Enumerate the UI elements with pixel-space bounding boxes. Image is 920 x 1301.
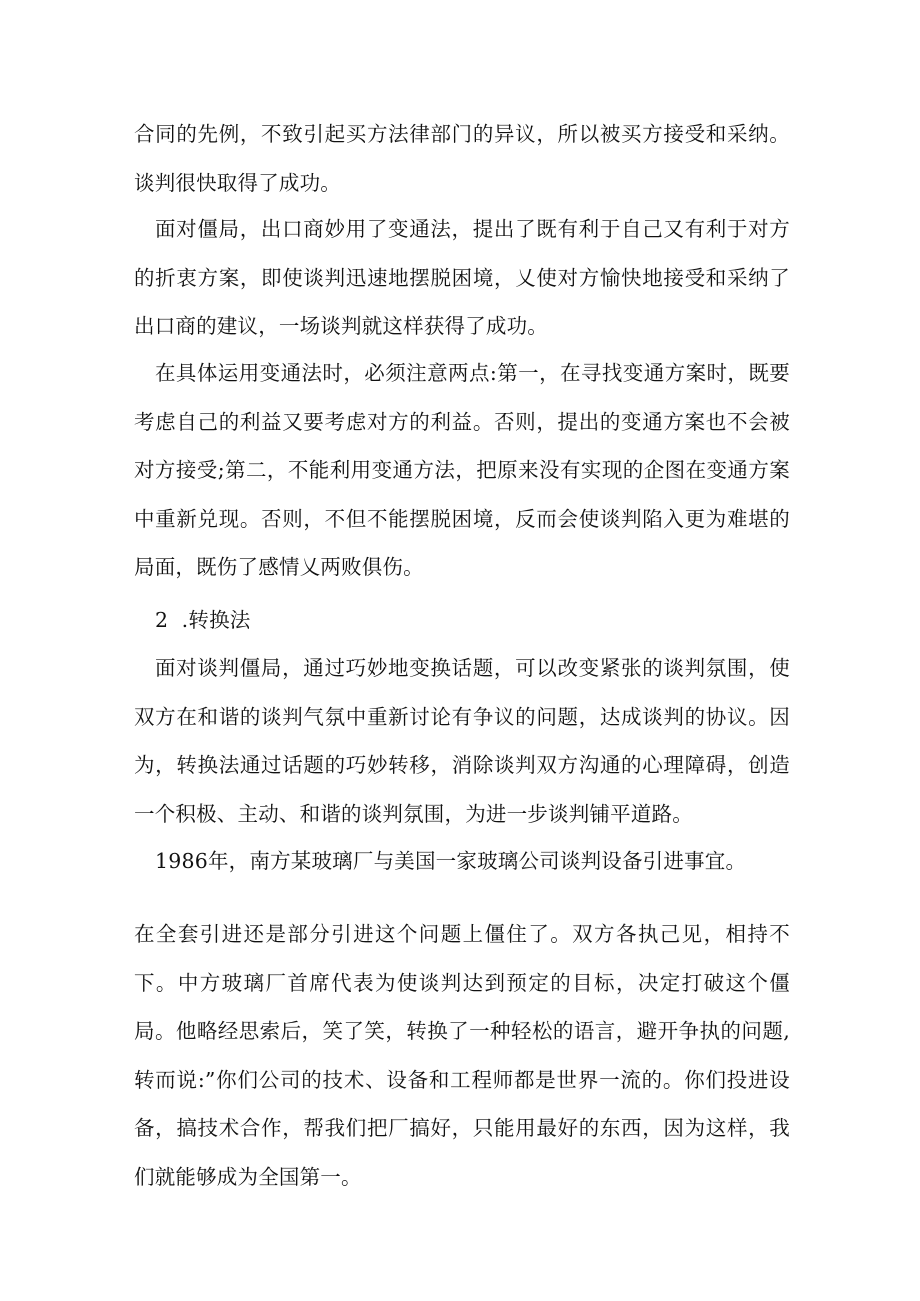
paragraph-2: 面对僵局，出口商妙用了变通法，提出了既有利于自己又有利于对方的折衷方案，即使谈判迅速地摆脱困境，乂使对方愉快地接受和采纳了出口商的建议，一场谈判就这样获得了成功。 (134, 217, 790, 338)
paragraph-3: 在具体运用变通法时，必须注意两点:第一，在寻找变通方案时，既要考虑自己的利益又要考虑对方的利益。否则，提出的变通方案也不会被对方接受;第二，不能利用变通方法，把原来没有实现的企图在变通方案中重新兑现。否则，不但不能摆脱困境，反而会使谈判陷入更为难堪的局面，既伤了感情乂两败俱伤。 (134, 361, 790, 579)
paragraph-4: 面对谈判僵局，通过巧妙地变换话题，可以改变紧张的谈判氛围，使双方在和谐的谈判气氛中重新讨论有争议的问题，达成谈判的协议。因为，转换法通过话题的巧妙转移，消除谈判双方沟通的心理障碍，创造一个积极、主动、和谐的谈判氛围，为进一步谈判铺平道路。 (134, 656, 790, 826)
paragraph-5: 1986年，南方某玻璃厂与美国一家玻璃公司谈判设备引进事宜。 (155, 849, 747, 873)
paragraph-6: 在全套引进还是部分引进这个问题上僵住了。双方各执己见，相持不下。中方玻璃厂首席代表为使谈判达到预定的目标，决定打破这个僵局。他略经思索后，笑了笑，转换了一种轻松的语言，避开争执的问题,转而说:”你们公司的技术、设备和工程师都是世界一流的。你们投进设备，搞技术合作，帮我们把厂搞好，只能用最好的东西，因为这样，我们就能够成为全国第一。 (134, 922, 790, 1189)
paragraph-1: 合同的先例，不致引起买方法律部门的异议，所以被买方接受和采纳。谈判很快取得了成功。 (134, 122, 790, 195)
section-heading: 2 .转换法 (155, 608, 251, 632)
